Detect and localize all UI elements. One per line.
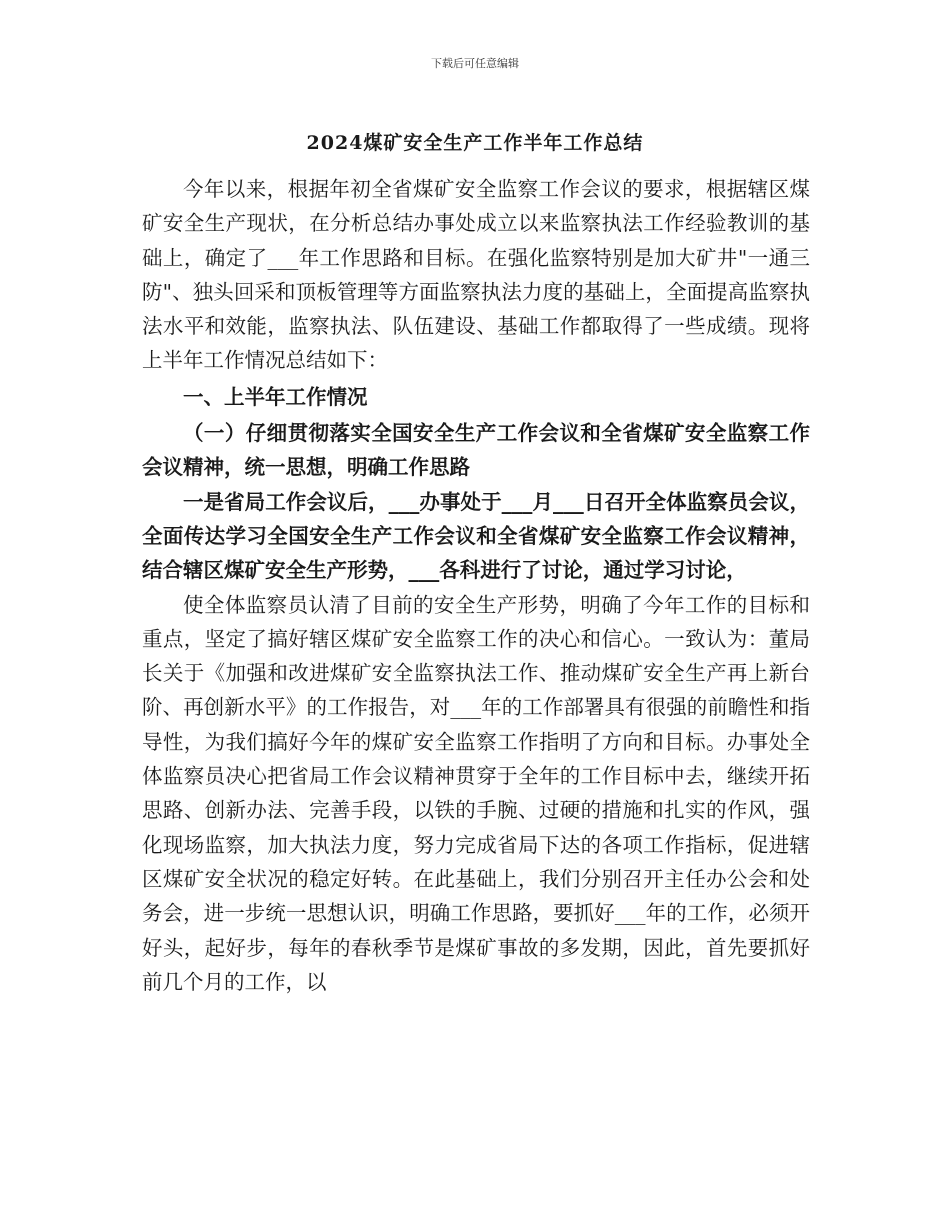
- section-heading: 一、上半年工作情况: [183, 384, 368, 409]
- header-note: 下载后可任意编辑: [431, 57, 519, 70]
- document-title: 2024煤矿安全生产工作半年工作总结: [306, 132, 644, 154]
- body-paragraph: 使全体监察员认清了目前的安全生产形势，明确了今年工作的目标和重点，坚定了搞好辖区煤矿安全监察工作的决心和信心。一致认为：董局长关于《加强和改进煤矿安全监察执法工作、推动煤矿安全生产再上新台阶、再创新水平》的工作报告，对___年的工作部署具有很强的前瞻性和指导性，为我们搞好今年的煤矿安全监察工作指明了方向和目标。办事处全体监察员决心把省局工作会议精神贯穿于全年的工作目标中去，继续开拓思路、创新办法、完善手段，以铁的手腕、过硬的措施和扎实的作风，强化现场监察，加大执法力度，努力完成省局下达的各项工作指标，促进辖区煤矿安全状况的稳定好转。在此基础上，我们分别召开主任办公会和处务会，进一步统一思想认识，明确工作思路，要抓好___年的工作，必须开好头，起好步，每年的春秋季节是煤矿事故的多发期，因此，首先要抓好前几个月的工作，以: [142, 592, 810, 994]
- intro-paragraph: 今年以来，根据年初全省煤矿安全监察工作会议的要求，根据辖区煤矿安全生产现状，在分析总结办事处成立以来监察执法工作经验教训的基础上，确定了___年工作思路和目标。在强化监察特别是加大矿井"一通三防"、独头回采和顶板管理等方面监察执法力度的基础上，全面提高监察执法水平和效能，监察执法、队伍建设、基础工作都取得了一些成绩。现将上半年工作情况总结如下：: [142, 177, 810, 373]
- bold-paragraph: 一是省局工作会议后，___办事处于___月___日召开全体监察员会议，全面传达学习全国安全生产工作会议和全省煤矿安全监察工作会议精神，结合辖区煤矿安全生产形势，___各科进行了讨论，通过学习讨论，: [142, 489, 810, 583]
- subsection-heading: （一）仔细贯彻落实全国安全生产工作会议和全省煤矿安全监察工作会议精神，统一思想，明确工作思路: [142, 421, 810, 480]
- document-body: [142, 172, 810, 999]
